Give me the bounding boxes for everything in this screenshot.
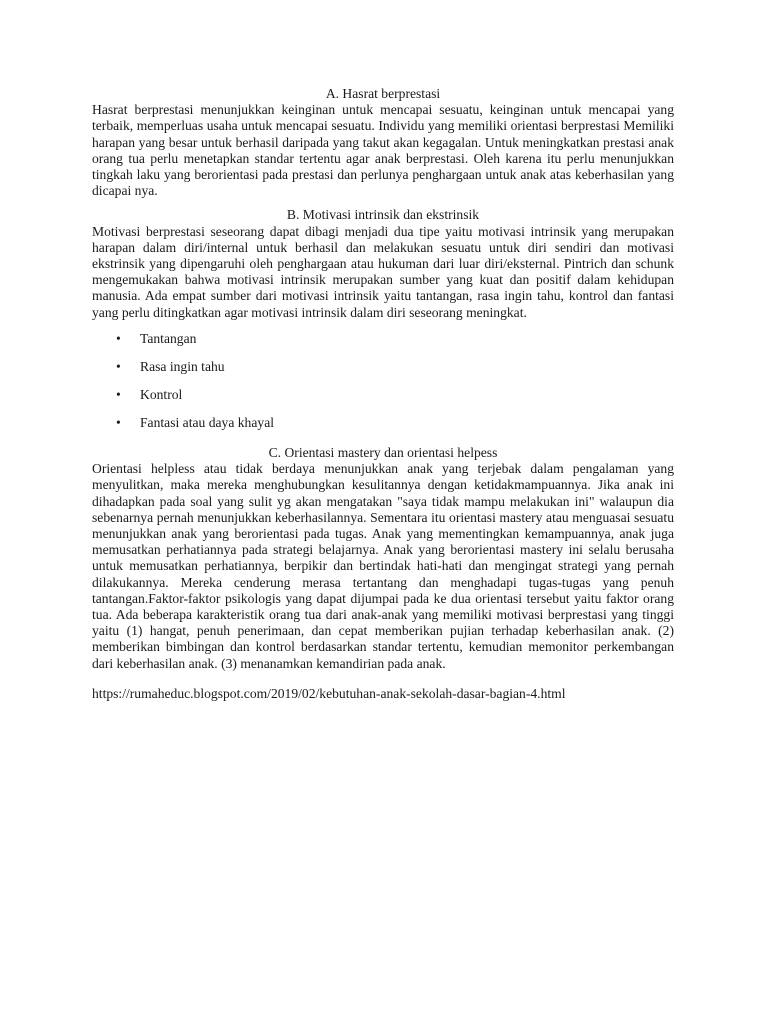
list-item-label: Tantangan xyxy=(140,330,197,346)
list-item-label: Fantasi atau daya khayal xyxy=(140,414,274,430)
section-b-body: Motivasi berprestasi seseorang dapat dibagi menjadi dua tipe yaitu motivasi intrinsik yang merupakan harapan dalam diri/internal untuk berhasil dan melakukan sesuatu untuk diri sendiri dan motivasi ekstrinsik yang dipengaruhi oleh penghargaan atau hukuman dari luar diri/eksternal. Pintrich dan schunk mengemukakan bahwa motivasi intrinsik merupakan sumber yang kuat dan positif dalam kehidupan manusia. Ada empat sumber dari motivasi intrinsik yaitu tantangan, rasa ingin tahu, kontrol dan fantasi yang perlu ditingkatkan agar motivasi intrinsik dalam diri seseorang meningkat. xyxy=(92,223,674,320)
motivation-sources-list xyxy=(92,331,674,431)
list-item xyxy=(92,331,674,347)
section-c-heading: C. Orientasi mastery dan orientasi helpess xyxy=(268,444,498,460)
list-item-label: Kontrol xyxy=(140,386,183,402)
source-url: https://rumaheduc.blogspot.com/2019/02/kebutuhan-anak-sekolah-dasar-bagian-4.html xyxy=(92,685,566,701)
bullet-icon: • xyxy=(116,358,121,374)
section-c-body: Orientasi helpless atau tidak berdaya menunjukkan anak yang terjebak dalam pengalaman yang menyulitkan, maka mereka menghubungkan kesulitannya dengan ketidakmampuannya. Jika anak ini dihadapkan pada soal yang sulit yg akan mengatakan "saya tidak mampu melakukan ini" walaupun dia sebenarnya pernah menunjukkan keberhasilannya. Sementara itu orientasi mastery atau menguasai sesuatu menunjukkan anak yang berorientasi pada tugas. Anak yang mementingkan kemampuannya, anak juga memusatkan perhatiannya pada strategi belajarnya. Anak yang berorientasi mastery ini selalu berusaha untuk memusatkan perhatiannya, berpikir dan bertindak hati-hati dan mengingat strategi yang pernah dilakukannya. Mereka cenderung merasa tertantang dan menghadapi tugas-tugas yang penuh tantangan.Faktor-faktor psikologis yang dapat dijumpai pada ke dua orientasi tersebut yaitu faktor orang tua. Ada beberapa karakteristik orang tua dari anak-anak yang memiliki motivasi berprestasi yang tinggi yaitu (1) hangat, penuh penerimaan, dan cepat memberikan pujian terhadap keberhasilan anak. (2) memberikan bimbingan dan kontrol berdasarkan standar tertentu, kemudian memonitor perkembangan dari keberhasilan anak. (3) menanamkan kemandirian pada anak. xyxy=(92,461,674,671)
bullet-icon: • xyxy=(116,330,121,346)
list-item xyxy=(92,415,674,431)
bullet-icon: • xyxy=(116,386,121,402)
list-item xyxy=(92,387,674,403)
section-b-heading: B. Motivasi intrinsik dan ekstrinsik xyxy=(286,207,480,223)
document-page xyxy=(92,86,674,702)
bullet-icon: • xyxy=(116,414,121,430)
list-item xyxy=(92,359,674,375)
section-a-body: Hasrat berprestasi menunjukkan keinginan untuk mencapai sesuatu, keinginan untuk mencapai yang terbaik, memperluas usaha untuk mencapai sesuatu. Individu yang memiliki orientasi berprestasi Memiliki harapan yang besar untuk berhasil daripada yang takut akan kegagalan. Untuk meningkatkan prestasi anak orang tua perlu menetapkan standar tertentu agar anak berprestasi. Oleh karena itu perlu menunjukkan tingkah laku yang berorientasi pada prestasi dan perlunya penghargaan untuk anak atas keberhasilan yang dicapai nya. xyxy=(92,102,674,199)
list-item-label: Rasa ingin tahu xyxy=(140,358,225,374)
section-a-heading: A. Hasrat berprestasi xyxy=(325,86,441,101)
